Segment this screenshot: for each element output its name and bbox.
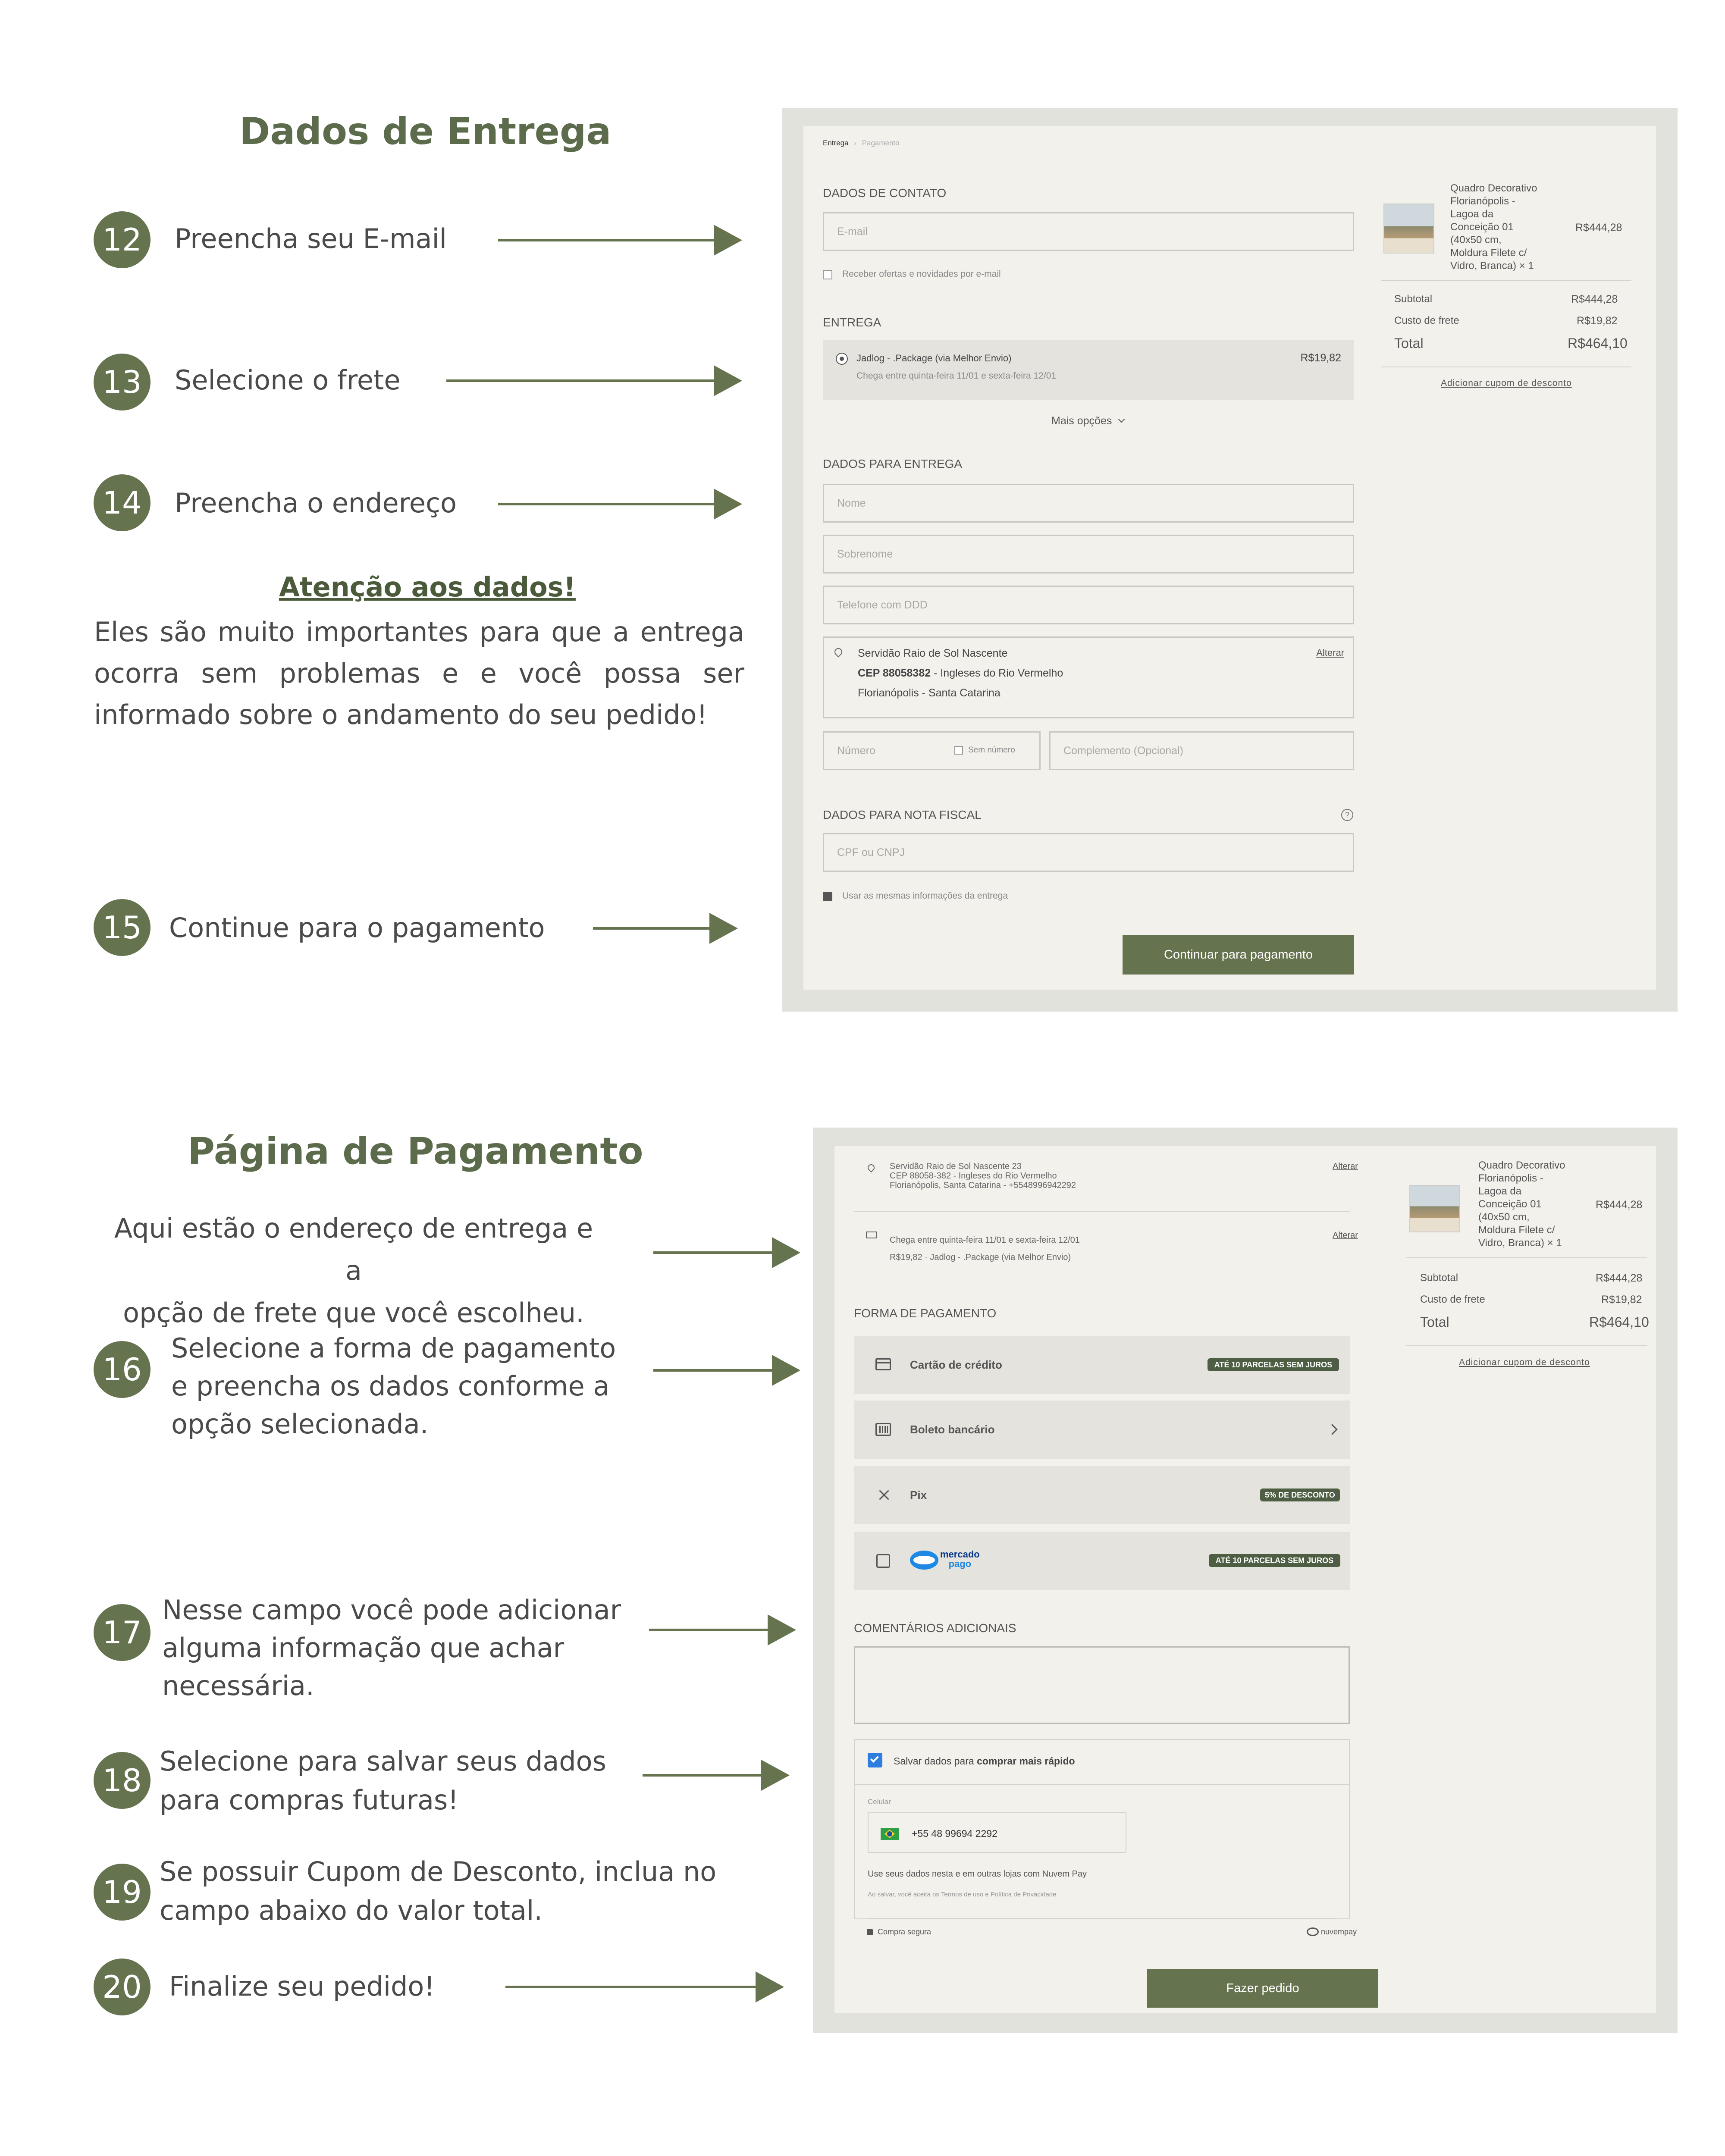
change-address-link[interactable]: Alterar [1333,1162,1358,1171]
mercado-pago-wordmark [940,1550,980,1569]
privacy-policy-link[interactable]: Política de Privacidade [990,1891,1057,1898]
divider [1381,280,1631,281]
breadcrumb-delivery[interactable]: Entrega [823,139,849,147]
step-text-14: Preencha o endereço [175,487,457,519]
step-line: alguma informação que achar [162,1632,565,1664]
product-name-line: Florianópolis - [1450,195,1515,207]
step-badge-12: 12 [94,211,151,268]
step-badge-19: 19 [94,1864,151,1921]
same-info-checkbox[interactable] [823,892,832,901]
credit-card-icon [875,1358,891,1370]
address-district: - Ingleses do Rio Vermelho [931,667,1063,679]
more-options-label: Mais opções [1051,415,1112,427]
payment-method-pix[interactable] [854,1466,1350,1524]
add-coupon-link[interactable]: Adicionar cupom de desconto [1441,378,1572,388]
step-text-13: Selecione o frete [175,364,401,396]
help-icon[interactable]: ? [1341,809,1353,821]
shipping-option-eta: Chega entre quinta-feira 11/01 e sexta-feira 12/01 [856,371,1057,381]
product-name-line: Quadro Decorativo [1478,1159,1565,1171]
breadcrumb-payment[interactable]: Pagamento [862,139,900,147]
phone-field[interactable]: Telefone com DDD [823,586,1354,624]
step-badge-13: 13 [94,354,151,411]
save-data-box [854,1739,1350,1919]
offers-checkbox[interactable] [823,270,832,279]
product-name-line: Lagoa da [1478,1185,1522,1197]
step-line: para compras futuras! [160,1784,459,1816]
phone-label: Celular [868,1798,891,1806]
breadcrumb [823,139,900,147]
cpf-field[interactable]: CPF ou CNPJ [823,833,1354,872]
attention-text: Eles são muito importantes para que a entrega ocorra sem problemas e e você possa ser informado sobre o andamento do seu pedido! [94,616,744,730]
shipping-summary-line: R$19,82 · Jadlog - .Package (via Melhor Envio) [890,1253,1071,1262]
step-badge-20: 20 [94,1959,151,2015]
subtotal-label: Subtotal [1394,293,1433,305]
product-name [1450,182,1537,273]
address-cep-line [858,667,1063,680]
same-info-label: Usar as mesmas informações da entrega [842,891,1008,901]
shipping-cost-label: Custo de frete [1420,1294,1485,1305]
continue-to-payment-button[interactable]: Continuar para pagamento [1123,935,1354,975]
step-line: Nesse campo você pode adicionar [162,1594,621,1626]
surname-field[interactable]: Sobrenome [823,535,1354,573]
product-name-line: (40x50 cm, [1478,1211,1530,1223]
installments-badge: ATÉ 10 PARCELAS SEM JUROS [1208,1358,1339,1371]
address-cep: CEP 88058382 [858,667,931,679]
product-name-line: Vidro, Branca) × 1 [1478,1237,1562,1249]
divider [1406,1257,1647,1258]
phone-input[interactable] [868,1812,1126,1853]
shipping-option-price: R$19,82 [1300,352,1341,364]
payment-method-label: Cartão de crédito [910,1358,1002,1371]
shipping-summary [890,1232,1080,1266]
divider [855,1784,1349,1785]
shipping-option-label: Jadlog - .Package (via Melhor Envio) [856,353,1012,364]
nuvempay-brand: nuvempay [1321,1927,1357,1936]
arrow-right-icon [653,1369,798,1372]
installments-badge: ATÉ 10 PARCELAS SEM JUROS [1209,1554,1340,1567]
product-name-line: Conceição 01 [1478,1198,1542,1210]
use-data-text: Use seus dados nesta e em outras lojas com Nuvem Pay [868,1869,1087,1879]
product-name-line: Moldura Filete c/ [1450,247,1527,259]
radio-dot-icon [840,357,844,361]
subtotal-label: Subtotal [1420,1272,1458,1284]
divider [854,1211,1350,1212]
shipping-cost-value: R$19,82 [1601,1294,1642,1306]
step-text-16 [171,1329,616,1443]
more-options-link[interactable] [1051,415,1112,427]
divider [867,1918,1337,1919]
payment-method-credit-card[interactable] [854,1336,1350,1394]
arrow-right-icon [653,1251,798,1254]
no-number-label: Sem número [968,746,1015,755]
shipping-cost-label: Custo de frete [1394,315,1459,326]
address-line: Florianópolis, Santa Catarina - +5548996942292 [890,1181,1076,1190]
payment-method-label: Pix [910,1489,927,1501]
breadcrumb-separator: › [854,139,856,147]
arrow-right-icon [643,1774,787,1777]
lock-icon [867,1929,873,1935]
mercado-pago-logo [910,1551,938,1570]
step-badge-17: 17 [94,1604,151,1661]
shipping-radio[interactable] [836,353,848,365]
truck-icon [866,1232,877,1238]
nuvempay-logo-icon [1307,1927,1319,1936]
address-street: Servidão Raio de Sol Nascente [858,647,1008,659]
secure-purchase-label: Compra segura [878,1927,932,1936]
change-shipping-link[interactable]: Alterar [1333,1231,1358,1240]
shipping-summary-line: Chega entre quinta-feira 11/01 e sexta-feira 12/01 [890,1235,1080,1245]
terms-text [868,1891,1057,1898]
step-line: e preencha os dados conforme a [171,1370,610,1402]
checkout-payment-screen [834,1146,1656,2013]
payment-intro-text [110,1207,597,1334]
location-pin-icon [866,1163,876,1173]
arrow-right-icon [498,239,740,241]
barcode-icon [875,1423,891,1436]
product-name-line: Quadro Decorativo [1450,182,1537,194]
name-field[interactable]: Nome [823,484,1354,523]
attention-title: Atenção aos dados! [279,571,576,603]
step-badge-18: 18 [94,1752,151,1809]
logo-text: pago [948,1558,972,1569]
step-badge-14: 14 [94,474,151,531]
intro-line: Aqui estão o endereço de entrega e a [114,1213,593,1286]
address-summary [890,1162,1076,1190]
checkout-delivery-screen [803,126,1656,990]
step-line: Selecione para salvar seus dados [160,1745,606,1777]
number-field[interactable]: Número [823,731,1041,770]
product-name-line: Vidro, Branca) × 1 [1450,260,1534,272]
total-value: R$464,10 [1568,335,1628,351]
check-icon [870,1754,879,1763]
pix-icon [875,1486,893,1504]
payment-section-title: FORMA DE PAGAMENTO [854,1307,997,1320]
address-line: Servidão Raio de Sol Nascente 23 [890,1162,1022,1171]
arrow-right-icon [446,379,740,382]
save-label-bold: comprar mais rápido [977,1755,1075,1767]
product-name-line: (40x50 cm, [1450,234,1502,246]
no-number-checkbox[interactable] [954,746,963,755]
step-text-19 [160,1852,716,1930]
step-line: Se possuir Cupom de Desconto, inclua no [160,1856,717,1887]
step-text-15: Continue para o pagamento [169,912,545,943]
terms-of-use-link[interactable]: Termos de uso [941,1891,984,1898]
step-text-12: Preencha seu E-mail [175,223,447,254]
step-text-18 [160,1742,606,1820]
address-card [823,636,1354,718]
change-address-link[interactable]: Alterar [1316,647,1344,658]
add-coupon-link[interactable]: Adicionar cupom de desconto [1459,1357,1590,1367]
arrow-right-icon [505,1986,781,1988]
product-name-line: Conceição 01 [1450,221,1514,233]
shipping-cost-value: R$19,82 [1577,315,1618,327]
save-label-text: Salvar dados para [894,1755,977,1767]
product-name-line: Lagoa da [1450,208,1494,220]
payment-method-mercado-pago[interactable] [854,1532,1350,1590]
product-thumbnail [1409,1185,1460,1232]
brazil-flag-icon [881,1828,899,1840]
logo-text: mercado [940,1549,980,1560]
step-line: opção selecionada. [171,1408,429,1440]
subtotal-value: R$444,28 [1596,1272,1643,1284]
comments-section-title: COMENTÁRIOS ADICIONAIS [854,1621,1016,1635]
offers-label: Receber ofertas e novidades por e-mail [842,269,1001,279]
product-name-line: Florianópolis - [1478,1172,1543,1184]
payment-method-boleto[interactable] [854,1401,1350,1459]
payment-method-label: Boleto bancário [910,1423,995,1436]
total-value: R$464,10 [1589,1314,1649,1330]
section-title-delivery: Dados de Entrega [239,110,612,153]
product-name [1478,1159,1565,1250]
step-text-20: Finalize seu pedido! [169,1971,435,2002]
address-city: Florianópolis - Santa Catarina [858,687,1000,699]
arrow-right-icon [498,503,740,505]
step-badge-16: 16 [94,1341,151,1398]
product-price: R$444,28 [1575,222,1622,234]
step-line: necessária. [162,1670,314,1702]
place-order-button[interactable]: Fazer pedido [1147,1969,1378,2008]
arrow-right-icon [649,1629,794,1631]
total-label: Total [1420,1314,1449,1330]
step-text-17 [162,1591,621,1705]
shipping-section-title: ENTREGA [823,316,881,329]
chevron-right-icon [1327,1424,1337,1435]
discount-badge: 5% DE DESCONTO [1260,1489,1340,1501]
arrow-right-icon [593,927,735,930]
contact-section-title: DADOS DE CONTATO [823,186,947,200]
external-link-icon [876,1554,890,1568]
step-line: Selecione a forma de pagamento [171,1332,616,1364]
phone-value: +55 48 99694 2292 [912,1828,997,1839]
intro-line: opção de frete que você escolheu. [123,1297,584,1329]
terms-mid: e [983,1891,991,1898]
step-badge-15: 15 [94,899,151,956]
product-thumbnail [1383,204,1434,254]
section-title-payment: Página de Pagamento [188,1130,643,1173]
comments-textarea[interactable] [854,1646,1350,1724]
save-data-label [894,1755,1075,1767]
chevron-down-icon [1118,416,1125,423]
step-line: campo abaixo do valor total. [160,1895,543,1926]
address-line: CEP 88058-382 - Ingleses do Rio Vermelho [890,1171,1057,1181]
total-label: Total [1394,335,1424,351]
product-price: R$444,28 [1596,1199,1643,1211]
complement-field[interactable]: Complemento (Opcional) [1049,731,1354,770]
invoice-section-title: DADOS PARA NOTA FISCAL [823,808,982,821]
delivery-section-title: DADOS PARA ENTREGA [823,457,963,470]
product-name-line: Moldura Filete c/ [1478,1224,1555,1236]
divider [1406,1345,1647,1346]
save-data-checkbox[interactable] [868,1753,882,1767]
subtotal-value: R$444,28 [1571,293,1618,305]
location-pin-icon [833,646,844,657]
terms-pre: Ao salvar, você aceita os [868,1891,941,1898]
email-field[interactable]: E-mail [823,212,1354,251]
shipping-option[interactable] [823,340,1354,400]
